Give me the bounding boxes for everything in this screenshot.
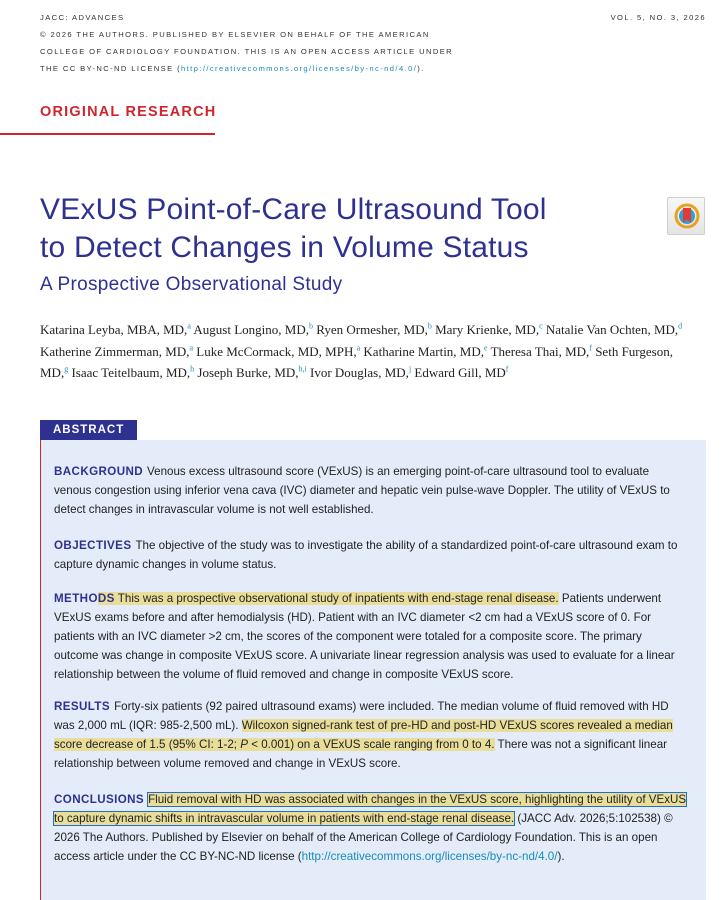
author-affiliation: a: [356, 343, 361, 353]
author-affiliation: b: [308, 322, 313, 331]
author-affiliation: g: [64, 364, 69, 374]
abstract-results: [54, 697, 688, 773]
author-affiliation: a: [189, 343, 194, 353]
copyright-line-2: COLLEGE OF CARDIOLOGY FOUNDATION. THIS IS AN OPEN ACCESS ARTICLE UNDER: [40, 47, 454, 56]
author-list: [40, 318, 700, 382]
results-text-post: There was not a significant linear relationship between volume removed and change in VExUS score.: [54, 738, 667, 770]
article-title: [40, 191, 640, 267]
section-label: ORIGINAL RESEARCH: [40, 104, 217, 120]
methods-heading-highlight: DS: [97, 592, 115, 605]
author: [40, 344, 193, 359]
methods-highlight: This was a prospective observational study of inpatients with end-stage renal disease.: [114, 592, 559, 605]
author-affiliation: j: [408, 364, 412, 374]
results-highlight-b: < 0.001) on a VExUS scale ranging from 0 to 4.: [247, 738, 495, 751]
author: [491, 344, 592, 359]
methods-heading-plain: METHO: [54, 592, 98, 605]
abstract-objectives: [54, 536, 688, 574]
author: [363, 344, 487, 359]
author-name: Edward Gill, MD: [414, 364, 506, 380]
author-affiliation: h,i: [298, 364, 307, 374]
abstract-label: ABSTRACT: [40, 420, 137, 440]
objectives-text: The objective of the study was to investigate the ability of a standardized point-of-care ultrasound exam to capture dynamic changes in volume status.: [54, 539, 678, 571]
conclusions-license-post: ).: [557, 850, 565, 863]
author-affiliation: d: [678, 322, 683, 331]
author-name: Ryen Ormesher, MD,: [316, 322, 428, 338]
author-name: Mary Krienke, MD,: [435, 322, 540, 338]
author: [310, 365, 411, 380]
author-name: Seth Furgeson, MD,: [40, 343, 673, 380]
author-name: Katarina Leyba, MBA, MD,: [40, 322, 188, 338]
abstract-conclusions: [54, 790, 688, 866]
author-name: Luke McCormack, MD, MPH,: [196, 343, 357, 359]
title-line-1: VExUS Point-of-Care Ultrasound Tool: [40, 193, 547, 226]
results-p-symbol: P: [240, 738, 248, 751]
author-affiliation: a: [187, 322, 191, 331]
author: [197, 365, 306, 380]
running-header: [40, 9, 510, 77]
article-subtitle: A Prospective Observational Study: [40, 274, 343, 295]
author-name: Katharine Martin, MD,: [363, 343, 485, 359]
abstract-methods: [54, 589, 688, 684]
license-line: [40, 60, 510, 77]
methods-text: Patients underwent VExUS exams before and after hemodialysis (HD). Patient with an IVC diameter <2 cm had a VExUS score of 0. For patients with an IVC diameter >2 cm, the scores of the component were totaled for a composite score. The primary outcome was change in composite VExUS score. A univariate linear regression analysis was used to evaluate for a linear relationship between the volume of fluid removed and change in composite VExUS score.: [54, 592, 675, 681]
author-affiliation: b: [427, 322, 432, 331]
journal-name: JACC: ADVANCES: [40, 13, 125, 22]
author-affiliation: e: [484, 343, 488, 353]
volume-info: VOL. 5, NO. 3, 2026: [610, 13, 706, 22]
author-name: Joseph Burke, MD,: [197, 364, 299, 380]
license-suffix: ).: [417, 64, 425, 73]
results-text-pre: Forty-six patients (92 paired ultrasound exams) were included. The median volume of fluid removed with HD was 2,000 mL (IQR: 985-2,500 mL).: [54, 700, 669, 732]
author-affiliation: f: [589, 343, 592, 353]
author: [435, 322, 543, 337]
conclusions-heading: CONCLUSIONS: [54, 793, 145, 806]
results-highlight-a: Wilcoxon signed-rank test of pre-HD and post-HD VExUS scores revealed a median score decrease of 1.5 (95% CI: 1-2;: [54, 719, 673, 751]
background-text: Venous excess ultrasound score (VExUS) is an emerging point-of-care ultrasound tool to evaluate venous congestion using inferior vena cava (IVC) diameter and hepatic vein pulse-wave Doppler. The utility of VExUS to detect changes in intravascular volume is not well established.: [54, 465, 670, 516]
author-affiliation: c: [539, 322, 543, 331]
author-name: Natalie Van Ochten, MD,: [545, 322, 679, 338]
author-name: Ivor Douglas, MD,: [310, 364, 409, 380]
author-affiliation: h: [190, 364, 195, 374]
conclusions-license-link[interactable]: http://creativecommons.org/licenses/by-nc-nd/4.0/: [301, 850, 558, 863]
section-rule: [0, 133, 215, 135]
author-name: Theresa Thai, MD,: [490, 343, 590, 359]
author-name: Katherine Zimmerman, MD,: [40, 343, 190, 359]
copyright-line-1: © 2026 THE AUTHORS. PUBLISHED BY ELSEVIER ON BEHALF OF THE AMERICAN: [40, 30, 430, 39]
license-prefix: THE CC BY-NC-ND LICENSE (: [40, 64, 182, 73]
conclusions-license-pre: © 2026 The Authors. Published by Elsevier on behalf of the American College of Cardiology Foundation. This is an open access article under the CC BY-NC-ND license (: [54, 812, 673, 863]
crossmark-button[interactable]: [667, 197, 705, 235]
author: [40, 322, 191, 337]
author-name: August Longino, MD,: [193, 322, 309, 338]
author: [316, 322, 432, 337]
author: [414, 365, 508, 380]
results-heading: RESULTS: [54, 700, 111, 713]
objectives-heading: OBJECTIVES: [54, 539, 132, 552]
background-heading: BACKGROUND: [54, 465, 144, 478]
author: [196, 344, 360, 359]
crossmark-update-icon: [674, 203, 700, 230]
license-link[interactable]: http://creativecommons.org/licenses/by-nc-nd/4.0/: [181, 64, 418, 73]
methods-heading: [54, 592, 115, 605]
author: [193, 322, 313, 337]
author-affiliation: f: [505, 364, 509, 374]
conclusions-boxed-text: Fluid removal with HD was associated with changes in the VExUS score, highlighting the utility of VExUS to capture dynamic shifts in intravascular volume in patients with end-stage renal disease.: [54, 793, 687, 825]
author: [71, 365, 194, 380]
title-line-2: to Detect Changes in Volume Status: [40, 231, 529, 264]
author-name: Isaac Teitelbaum, MD,: [71, 364, 191, 380]
author: [546, 322, 682, 337]
abstract-background: [54, 462, 688, 519]
conclusions-citation: (JACC Adv. 2026;5:102538): [514, 812, 661, 825]
